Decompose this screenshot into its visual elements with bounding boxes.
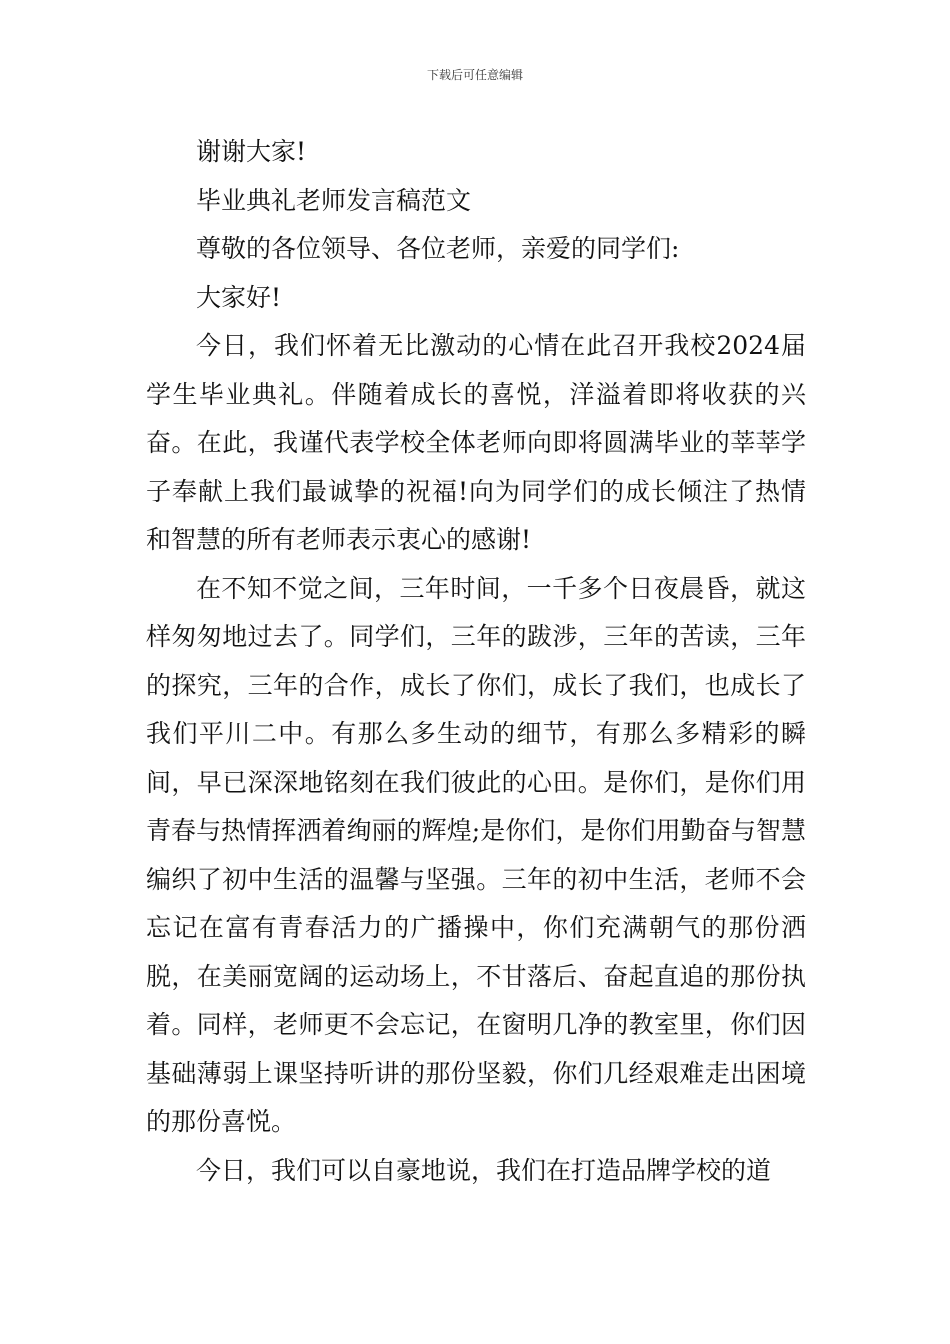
paragraph-opening: 今日，我们怀着无比激动的心情在此召开我校2024届学生毕业典礼。伴随着成长的喜悦，洋溢着即将收获的兴奋。在此，我谨代表学校全体老师向即将圆满毕业的莘莘学子奉献上我们最诚挚的祝福!向为同学们的成长倾注了热情和智慧的所有老师表示衷心的感谢! bbox=[146, 331, 806, 554]
paragraph-greeting: 大家好! bbox=[196, 282, 282, 312]
paragraph-reflection: 在不知不觉之间，三年时间，一千多个日夜晨昏，就这样匆匆地过去了。同学们，三年的跋涉，三年的苦读，三年的探究，三年的合作，成长了你们，成长了我们，也成长了我们平川二中。有那么多生动的细节，有那么多精彩的瞬间，早已深深地铭刻在我们彼此的心田。是你们，是你们用青春与热情挥洒着绚丽的辉煌;是你们，是你们用勤奋与智慧编织了初中生活的温馨与坚强。三年的初中生活，老师不会忘记在富有青春活力的广播操中，你们充满朝气的那份洒脱，在美丽宽阔的运动场上，不甘落后、奋起直追的那份执着。同样，老师更不会忘记，在窗明几净的教室里，你们因基础薄弱上课坚持听讲的那份坚毅，你们几经艰难走出困境的那份喜悦。 bbox=[146, 573, 806, 1136]
paragraph-salutation: 尊敬的各位领导、各位老师，亲爱的同学们: bbox=[196, 234, 680, 263]
paragraph-thanks: 谢谢大家! bbox=[196, 137, 307, 166]
paragraph-title: 毕业典礼老师发言稿范文 bbox=[196, 185, 472, 215]
document-body bbox=[146, 128, 806, 1195]
paragraph-continuation: 今日，我们可以自豪地说，我们在打造品牌学校的道 bbox=[196, 1155, 772, 1185]
page-header-note: 下载后可任意编辑 bbox=[426, 68, 523, 82]
